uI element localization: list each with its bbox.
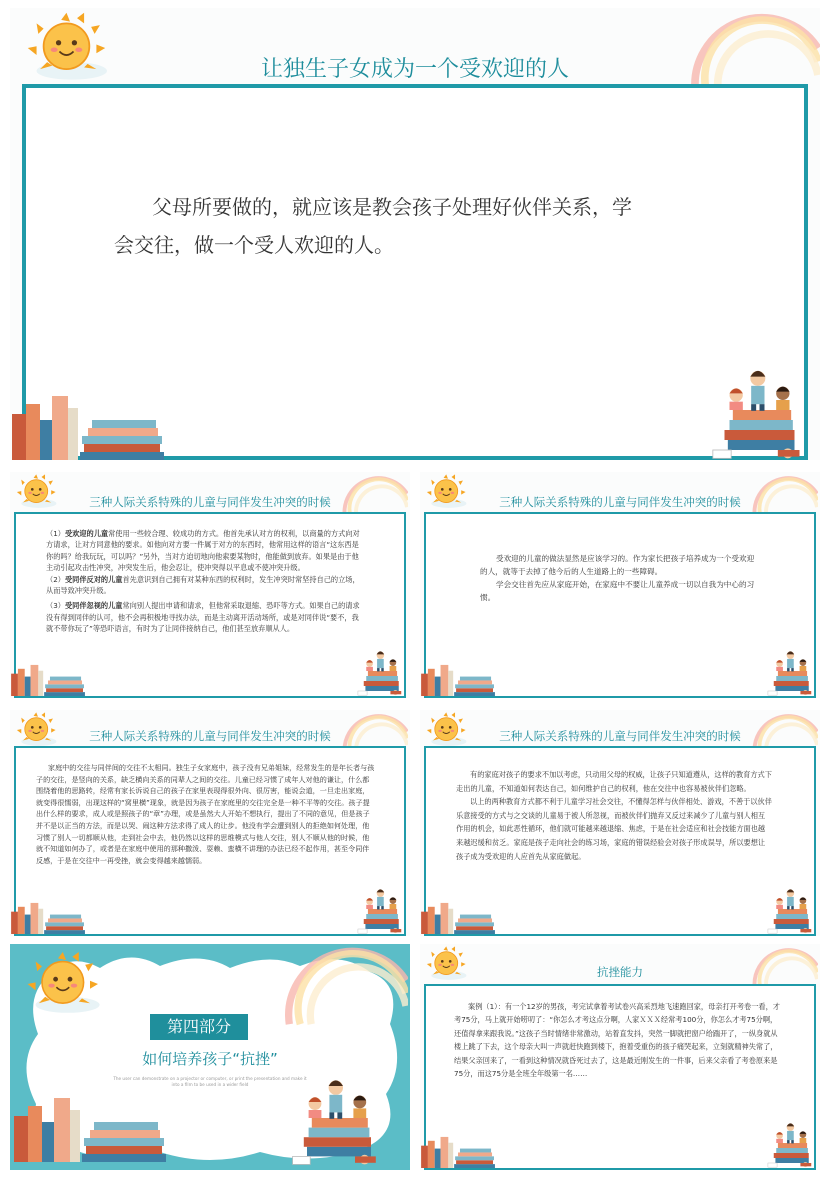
paragraph-1: 有的家庭对孩子的要求不加以考虑，只动用父母的权威，让孩子只知道遵从，这样的教育方式下走出的儿童，不知道如何表达自己，如何维护自己的权利，他在交往中也容易被伙伴们忽略。 — [456, 770, 772, 793]
bold-term: 受同伴反对的儿童 — [64, 574, 123, 584]
slide-5[interactable] — [420, 710, 820, 936]
section-title: 如何培养孩子“抗挫” — [142, 1050, 278, 1068]
kids-reading-icon — [762, 884, 818, 934]
slide-title: 三种人际关系特殊的儿童与同伴发生冲突的时候 — [89, 729, 331, 743]
bold-term: 受同伴忽视的儿童 — [64, 601, 123, 611]
slide-paragraphs — [456, 768, 772, 863]
paragraph-1: 家庭中的交往与同伴间的交往不太相同。独生子女家庭中，孩子没有兄弟姐妹，经常发生的是年长者与孩子的交往，是竖向的关系，缺乏横向关系的同辈人之间的交往。儿童已经习惯了成年人对他的谦让，什么都围绕着他的思路转，经常有家长诉说自己的孩子在家里表现得很外向、很厉害，能说会道，一旦走出家庭，就变得很懦弱，出现这样的“窝里横”现象，就是因为孩子在家庭里的交往完全是一种不平等的交往。孩子提出什么样的要求，成人或是照孩子的“章”办理，或是虽然大人开始不想执行，提出了不同的意见，但是孩子并不是以正当的方法，而是以哭、闹这种方法求得了成人的让步。他没有学会遭到别人的拒绝如何处理，他习惯了别人一切都顺从他，走到社会中去，他仍然以这样的思维模式与他人交往，别人不顺从他的时候，他就不知道如何办了，或者是在家庭中使用的那种撒泼、耍赖、蛮横不讲理的办法已经不起作用，甚至令同伴反感，于是在交往中一再受挫，就会变得越来越懦弱。 — [36, 763, 375, 865]
slide-paragraphs — [480, 552, 760, 604]
paragraph-3: （3）受同伴忽视的儿童常向别人提出申请和请求，但他常采取退缩、恐吓等方式。如果自己的请求没有得到同伴的认可，他不会再积极地寻找办法，而是主动离开活动场所，或是对同伴说“要不，我就不带你玩了”等恐吓语言，有时为了让同伴接纳自己，他们甚至放弃顺从人。 — [46, 601, 360, 634]
paragraph-1: （1）受欢迎的儿童常使用一些较合理、较成功的方式。他首先承认对方的权利，以商量的方式向对方请求，让对方同意他的要求。如他向对方要一件属于对方的东西时，他常用这样的语言“这东西是你的吗？给我玩玩，可以吗？”另外，当对方迫切地向他索要某物时，他能做到放弃。如果是由于他主动引起攻击性冲突，冲突发生后，他会忍让，使冲突得以平息或不使冲突升级。 — [46, 529, 360, 573]
books-icon — [420, 900, 498, 934]
kids-reading-icon — [702, 360, 812, 460]
kids-reading-icon — [280, 1070, 390, 1166]
kids-reading-icon — [762, 1118, 818, 1168]
slide-4[interactable] — [10, 710, 410, 936]
section-label: 第四部分 — [166, 1017, 231, 1036]
books-icon — [12, 1092, 172, 1162]
kids-reading-icon — [352, 884, 408, 934]
section-badge — [150, 1014, 248, 1040]
kids-reading-icon — [352, 646, 408, 696]
slide-title: 三种人际关系特殊的儿童与同伴发生冲突的时候 — [89, 495, 331, 509]
slide-title: 三种人际关系特殊的儿童与同伴发生冲突的时候 — [499, 729, 741, 743]
slide-1[interactable] — [10, 8, 820, 460]
slide-title: 抗挫能力 — [597, 965, 643, 979]
slide-paragraphs — [36, 762, 376, 866]
books-icon — [420, 662, 498, 696]
paragraph-1: 受欢迎的儿童的做法显然是应该学习的。作为家长把孩子培养成为一个受欢迎的人，就等于去掉了他今后的人生道路上的一些障碍。 — [480, 554, 755, 576]
kids-reading-icon — [762, 646, 818, 696]
paragraph-line-2: 会交往，做一个受人欢迎的人。 — [114, 233, 394, 257]
slide-title: 让独生子女成为一个受欢迎的人 — [260, 57, 569, 82]
sun-icon — [26, 952, 106, 1016]
books-icon — [10, 662, 88, 696]
books-icon — [420, 1134, 498, 1168]
slide-2[interactable] — [10, 472, 410, 698]
paragraph-2: 学会交往首先应从家庭开始，在家庭中不要让儿童养成一切以自我为中心的习惯。 — [480, 580, 755, 602]
slide-paragraphs — [454, 1000, 780, 1080]
slide-6[interactable] — [10, 944, 410, 1170]
paragraph-line-1: 父母所要做的，就应该是教会孩子处理好伙伴关系，学 — [152, 195, 632, 219]
books-icon — [10, 900, 88, 934]
paragraph-2: （2）受同伴反对的儿童首先意识到自己拥有对某种东西的权利时，发生冲突时常坚持自己的立场，从而导致冲突升级。 — [46, 574, 360, 596]
slide-paragraphs — [46, 528, 364, 635]
paragraph-1: 案例（1）：有一个12岁的男孩，考完试拿着考试卷兴高采烈地飞速跑回家，母亲打开考卷一看，才考75分，马上就开始唠叨了：“你怎么才考这点分啊，人家ＸＸＸ经常考100分，你怎么才考75分啊，还值得拿来跟我说。”这孩子当时情绪非常激动，站着直发抖，突然一脚就把窗户给踹开了，一纵身就从楼上跳了下去，这个母亲大叫一声就赶快跑到楼下，抱着受重伤的孩子痛哭起来，立刻就精神失常了，结果父亲回来了，一看到这种情况就昏死过去了，这是最近刚发生的一件事，后来父亲看了考卷原来是75分，而这75分是全班全年级第一名…… — [454, 1002, 780, 1079]
rainbow-icon — [280, 944, 408, 1026]
slide-3[interactable] — [420, 472, 820, 698]
books-icon — [10, 390, 170, 460]
slide-paragraph — [114, 188, 714, 264]
paragraph-2: 以上的两种教育方式都不利于儿童学习社会交往，不懂得怎样与伙伴相处、游戏，不善于以伙伴乐意接受的方式与之交谈的儿童易于被人所忽视，而被伙伴们抛弃又反过来减少了儿童与别人相互作用的机会，如此恶性循环，他们就可能越来越退缩、焦虑，于是在社会适应和社会技能方面也越来越迟缓和贫乏。家庭是孩子走向社会的练习场，家庭的错误经验会对孩子形成误导，所以要想让孩子成为受欢迎的人应首先从家庭做起。 — [456, 797, 772, 861]
section-note: The user can demonstrate on a projector or computer, or print the presentation and make it into a film to be used in a wider field — [113, 1076, 307, 1087]
bold-term: 受欢迎的儿童 — [64, 529, 109, 538]
slide-title: 三种人际关系特殊的儿童与同伴发生冲突的时候 — [499, 495, 741, 509]
slide-7[interactable] — [420, 944, 820, 1170]
